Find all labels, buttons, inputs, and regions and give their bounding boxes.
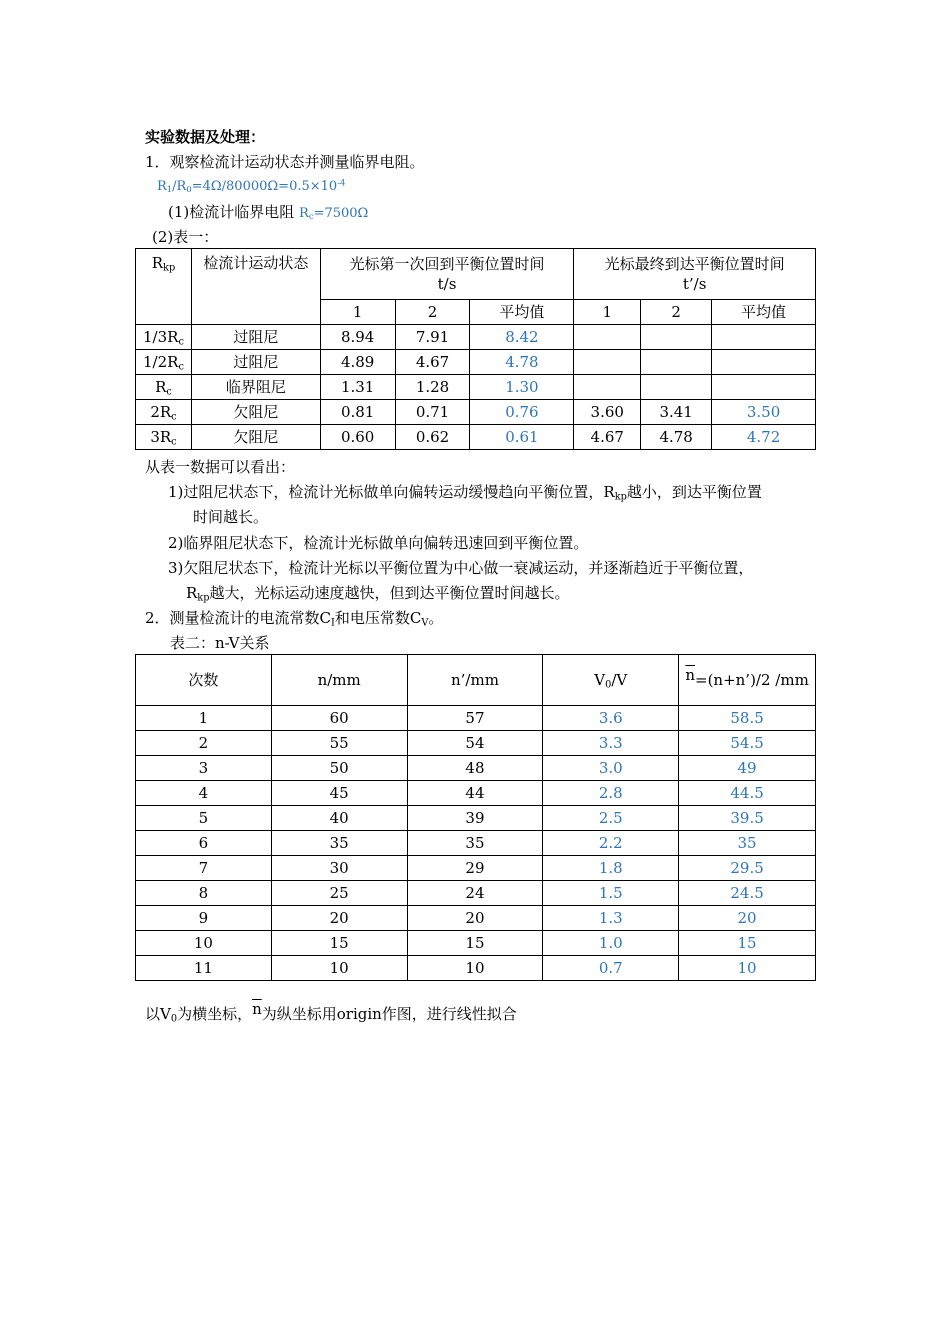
u1-cell — [574, 375, 641, 400]
t1-cell: 0.81 — [320, 400, 395, 425]
n-cell: 50 — [271, 756, 407, 781]
section1-title: 1．观察检流计运动状态并测量临界电阻。 — [145, 153, 425, 171]
table-row — [136, 931, 816, 956]
state-cell: 欠阻尼 — [191, 425, 320, 450]
n-cell: 55 — [271, 731, 407, 756]
u2-cell: 4.78 — [641, 425, 712, 450]
t2-cell: 7.91 — [395, 325, 470, 350]
fit-instruction: 以$V_0$为横坐标，$\overline{n}$为纵坐标用origin作图，进行线性拟合 — [145, 1000, 517, 1025]
nbar-symbol: $\overline{n}$ — [685, 666, 695, 684]
table1 — [135, 248, 816, 450]
state-cell: 过阻尼 — [191, 325, 320, 350]
table-row — [136, 375, 816, 400]
nbar-cell: 58.5 — [679, 706, 816, 731]
conclusion-2: 2)临界阻尼状态下，检流计光标做单向偏转迅速回到平衡位置。 — [168, 534, 589, 552]
table-row — [136, 756, 816, 781]
rkp-cell: $2R_c$ — [136, 400, 192, 425]
table1-header-final-arrival: 光标最终到达平衡位置时间 t’/s — [574, 249, 816, 300]
section2-title: 2．测量检流计的电流常数$C_I$和电压常数$C_V$。 — [145, 609, 444, 629]
t-avg-cell: 8.42 — [470, 325, 574, 350]
table-row — [136, 831, 816, 856]
table-row — [136, 350, 816, 375]
t-avg-cell: 4.78 — [470, 350, 574, 375]
conclusion-1-cont: 时间越长。 — [193, 508, 269, 526]
u2-cell: 3.41 — [641, 400, 712, 425]
t1-cell: 0.60 — [320, 425, 395, 450]
v-cell: 1.3 — [543, 906, 679, 931]
table-row — [136, 400, 816, 425]
count-cell: 5 — [136, 806, 272, 831]
table1-sub-2: 2 — [395, 300, 470, 325]
n-cell: 45 — [271, 781, 407, 806]
u1-cell — [574, 350, 641, 375]
v-cell: 3.0 — [543, 756, 679, 781]
nprime-cell: 35 — [407, 831, 543, 856]
u2-cell — [641, 350, 712, 375]
table1-header-rkp: $R_{kp}$ — [136, 249, 192, 325]
conclusion-3-cont: $R_{kp}$越大，光标运动速度越快，但到达平衡位置时间越长。 — [186, 584, 570, 604]
n-cell: 35 — [271, 831, 407, 856]
state-cell: 过阻尼 — [191, 350, 320, 375]
table-row — [136, 856, 816, 881]
nprime-cell: 44 — [407, 781, 543, 806]
nbar-cell: 35 — [679, 831, 816, 856]
rkp-cell: $3R_c$ — [136, 425, 192, 450]
table1-sub-avgb: 平均值 — [712, 300, 816, 325]
nbar-symbol: $\overline{n}$ — [252, 1000, 262, 1018]
nprime-cell: 24 — [407, 881, 543, 906]
conclusion-1: 1)过阻尼状态下，检流计光标做单向偏转运动缓慢趋向平衡位置，$R_{kp}$越小，到达平衡位置 — [168, 483, 762, 503]
count-cell: 8 — [136, 881, 272, 906]
count-cell: 10 — [136, 931, 272, 956]
table1-label: (2)表一： — [152, 228, 219, 246]
rkp-cell: $1/3R_c$ — [136, 325, 192, 350]
count-cell: 11 — [136, 956, 272, 981]
nbar-cell: 54.5 — [679, 731, 816, 756]
table2-header-nprime: n’/mm — [407, 655, 543, 706]
nbar-cell: 10 — [679, 956, 816, 981]
nprime-cell: 48 — [407, 756, 543, 781]
t-avg-cell: 1.30 — [470, 375, 574, 400]
t2-cell: 4.67 — [395, 350, 470, 375]
table-row — [136, 325, 816, 350]
table2-header-n: n/mm — [271, 655, 407, 706]
nprime-cell: 39 — [407, 806, 543, 831]
state-cell: 欠阻尼 — [191, 400, 320, 425]
t-avg-cell: 0.61 — [470, 425, 574, 450]
nprime-cell: 15 — [407, 931, 543, 956]
count-cell: 9 — [136, 906, 272, 931]
v-cell: 3.3 — [543, 731, 679, 756]
table2-header-row — [136, 655, 816, 706]
v-cell: 0.7 — [543, 956, 679, 981]
u1-cell: 3.60 — [574, 400, 641, 425]
t2-cell: 0.62 — [395, 425, 470, 450]
u-avg-cell: 4.72 — [712, 425, 816, 450]
critical-resistance: (1)检流计临界电阻 $R_c=7500\Omega$ — [168, 203, 369, 222]
rkp-cell: $1/2R_c$ — [136, 350, 192, 375]
nbar-cell: 29.5 — [679, 856, 816, 881]
nprime-cell: 57 — [407, 706, 543, 731]
table-row — [136, 806, 816, 831]
v-cell: 2.8 — [543, 781, 679, 806]
nbar-cell: 15 — [679, 931, 816, 956]
count-cell: 7 — [136, 856, 272, 881]
count-cell: 4 — [136, 781, 272, 806]
section-heading: 实验数据及处理： — [145, 128, 266, 146]
nprime-cell: 54 — [407, 731, 543, 756]
nbar-cell: 39.5 — [679, 806, 816, 831]
v-cell: 1.0 — [543, 931, 679, 956]
table1-header-state: 检流计运动状态 — [191, 249, 320, 325]
nbar-cell: 24.5 — [679, 881, 816, 906]
table-row — [136, 781, 816, 806]
conclusion-3: 3)欠阻尼状态下，检流计光标以平衡位置为中心做一衰减运动，并逐渐趋近于平衡位置， — [168, 559, 754, 577]
table2-header-v0: $V_0/V$ — [543, 655, 679, 706]
nbar-cell: 49 — [679, 756, 816, 781]
n-cell: 20 — [271, 906, 407, 931]
table2-label: 表二：n-V关系 — [170, 634, 270, 652]
table2-header-count: 次数 — [136, 655, 272, 706]
table2-header-nbar: $\overline{n}=(n+n’)/2$ /mm — [679, 655, 816, 706]
table-row — [136, 731, 816, 756]
nprime-cell: 20 — [407, 906, 543, 931]
table1-sub-1b: 1 — [574, 300, 641, 325]
t-avg-cell: 0.76 — [470, 400, 574, 425]
table1-header-row — [136, 249, 816, 300]
n-cell: 25 — [271, 881, 407, 906]
table1-header-first-return: 光标第一次回到平衡位置时间 t/s — [320, 249, 574, 300]
n-cell: 40 — [271, 806, 407, 831]
u-avg-cell — [712, 350, 816, 375]
table2 — [135, 654, 816, 981]
table-row — [136, 706, 816, 731]
count-cell: 3 — [136, 756, 272, 781]
n-cell: 15 — [271, 931, 407, 956]
u1-cell: 4.67 — [574, 425, 641, 450]
t1-cell: 4.89 — [320, 350, 395, 375]
u-avg-cell — [712, 375, 816, 400]
nbar-cell: 44.5 — [679, 781, 816, 806]
u2-cell — [641, 375, 712, 400]
table1-sub-avg: 平均值 — [470, 300, 574, 325]
t1-cell: 1.31 — [320, 375, 395, 400]
n-cell: 30 — [271, 856, 407, 881]
nprime-cell: 10 — [407, 956, 543, 981]
v-cell: 1.8 — [543, 856, 679, 881]
count-cell: 1 — [136, 706, 272, 731]
v-cell: 2.5 — [543, 806, 679, 831]
u-avg-cell: 3.50 — [712, 400, 816, 425]
table1-sub-2b: 2 — [641, 300, 712, 325]
table-row — [136, 906, 816, 931]
u1-cell — [574, 325, 641, 350]
n-cell: 10 — [271, 956, 407, 981]
table1-sub-1: 1 — [320, 300, 395, 325]
t2-cell: 0.71 — [395, 400, 470, 425]
nbar-cell: 20 — [679, 906, 816, 931]
v-cell: 1.5 — [543, 881, 679, 906]
v-cell: 3.6 — [543, 706, 679, 731]
rkp-cell: $R_c$ — [136, 375, 192, 400]
state-cell: 临界阻尼 — [191, 375, 320, 400]
count-cell: 6 — [136, 831, 272, 856]
t1-cell: 8.94 — [320, 325, 395, 350]
u-avg-cell — [712, 325, 816, 350]
count-cell: 2 — [136, 731, 272, 756]
conclusions-intro: 从表一数据可以看出： — [145, 458, 296, 476]
table-row — [136, 425, 816, 450]
table-row — [136, 881, 816, 906]
nprime-cell: 29 — [407, 856, 543, 881]
resistance-ratio: $R_1/R_0=4\Omega/80000\Omega=0.5\times 10^{-4}$ — [157, 177, 346, 195]
u2-cell — [641, 325, 712, 350]
v-cell: 2.2 — [543, 831, 679, 856]
n-cell: 60 — [271, 706, 407, 731]
table-row — [136, 956, 816, 981]
t2-cell: 1.28 — [395, 375, 470, 400]
